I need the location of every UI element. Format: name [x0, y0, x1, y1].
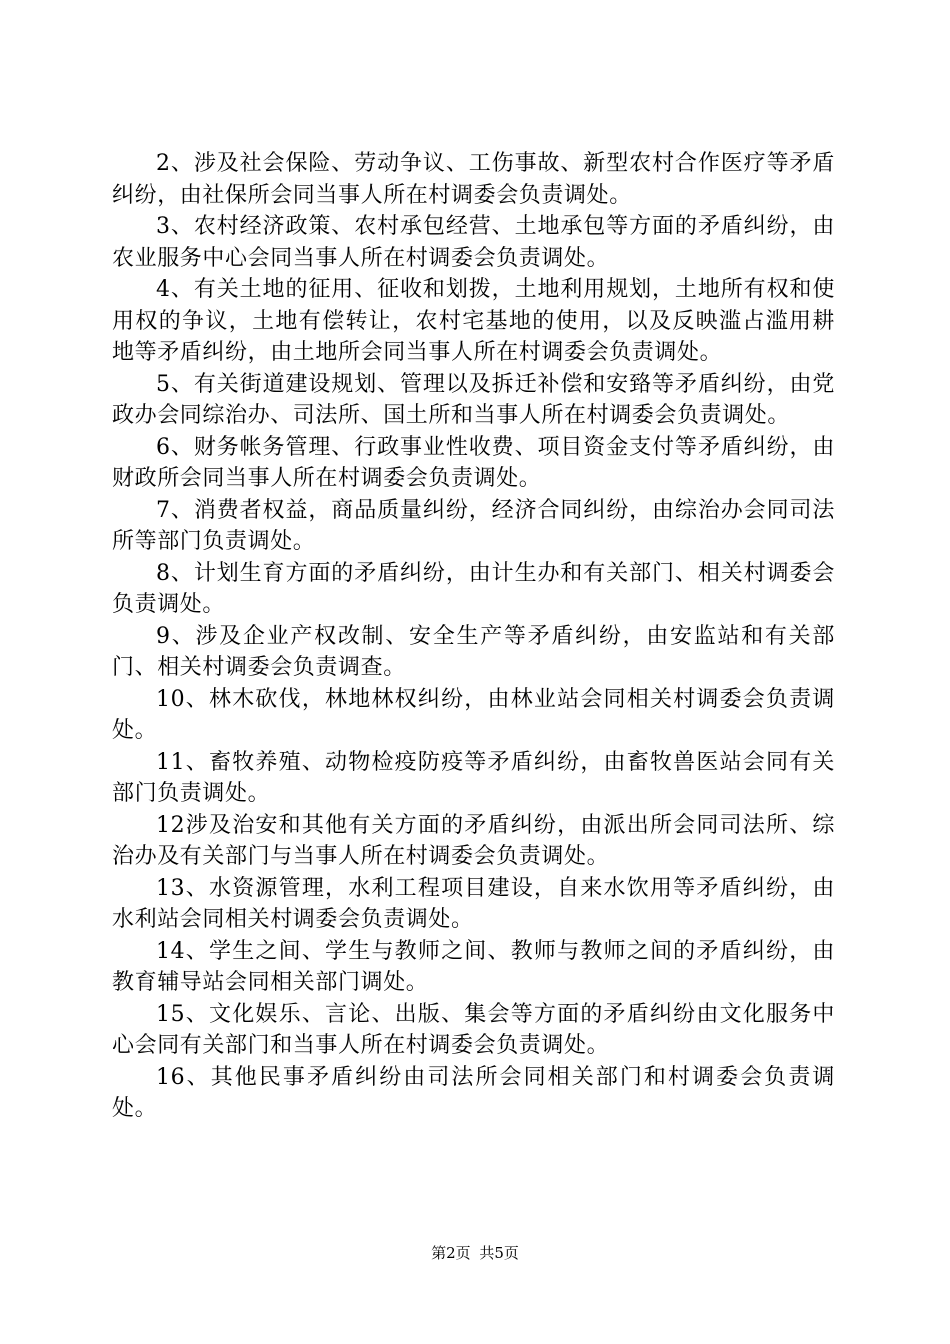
page-footer — [0, 1243, 950, 1263]
paragraph-item-5: 5、有关街道建设规划、管理以及拆迁补偿和安臵等矛盾纠纷，由党政办会同综治办、司法所、国土所和当事人所在村调委会负责调处。 — [112, 371, 835, 428]
paragraph-item-4: 4、有关土地的征用、征收和划拨，土地利用规划，土地所有权和使用权的争议，土地有偿转让，农村宅基地的使用，以及反映滥占滥用耕地等矛盾纠纷，由土地所会同当事人所在村调委会负责调处。 — [112, 277, 835, 365]
paragraph-item-7: 7、消费者权益，商品质量纠纷，经济合同纠纷，由综治办会同司法所等部门负责调处。 — [112, 497, 835, 554]
paragraph-item-16: 16、其他民事矛盾纠纷由司法所会同相关部门和村调委会负责调处。 — [112, 1064, 835, 1121]
page-total: 共5页 — [479, 1244, 519, 1262]
paragraph-item-14: 14、学生之间、学生与教师之间、教师与教师之间的矛盾纠纷，由教育辅导站会同相关部门调处。 — [112, 938, 835, 995]
page-number: 第2页 — [431, 1244, 471, 1262]
paragraph-item-8: 8、计划生育方面的矛盾纠纷，由计生办和有关部门、相关村调委会负责调处。 — [112, 560, 835, 617]
paragraph-item-3: 3、农村经济政策、农村承包经营、土地承包等方面的矛盾纠纷，由农业服务中心会同当事人所在村调委会负责调处。 — [112, 214, 835, 271]
paragraph-item-12: 12涉及治安和其他有关方面的矛盾纠纷，由派出所会同司法所、综治办及有关部门与当事人所在村调委会负责调处。 — [112, 812, 835, 869]
paragraph-item-6: 6、财务帐务管理、行政事业性收费、项目资金支付等矛盾纠纷，由财政所会同当事人所在村调委会负责调处。 — [112, 434, 835, 491]
paragraph-item-9: 9、涉及企业产权改制、安全生产等矛盾纠纷，由安监站和有关部门、相关村调委会负责调查。 — [112, 623, 835, 680]
paragraph-item-2: 2、涉及社会保险、劳动争议、工伤事故、新型农村合作医疗等矛盾纠纷，由社保所会同当事人所在村调委会负责调处。 — [112, 151, 835, 208]
document-body — [112, 148, 835, 1125]
paragraph-item-10: 10、林木砍伐，林地林权纠纷，由林业站会同相关村调委会负责调处。 — [112, 686, 835, 743]
paragraph-item-13: 13、水资源管理，水利工程项目建设，自来水饮用等矛盾纠纷，由水利站会同相关村调委会负责调处。 — [112, 875, 835, 932]
paragraph-item-11: 11、畜牧养殖、动物检疫防疫等矛盾纠纷，由畜牧兽医站会同有关部门负责调处。 — [112, 749, 835, 806]
paragraph-item-15: 15、文化娱乐、言论、出版、集会等方面的矛盾纠纷由文化服务中心会同有关部门和当事人所在村调委会负责调处。 — [112, 1001, 835, 1058]
